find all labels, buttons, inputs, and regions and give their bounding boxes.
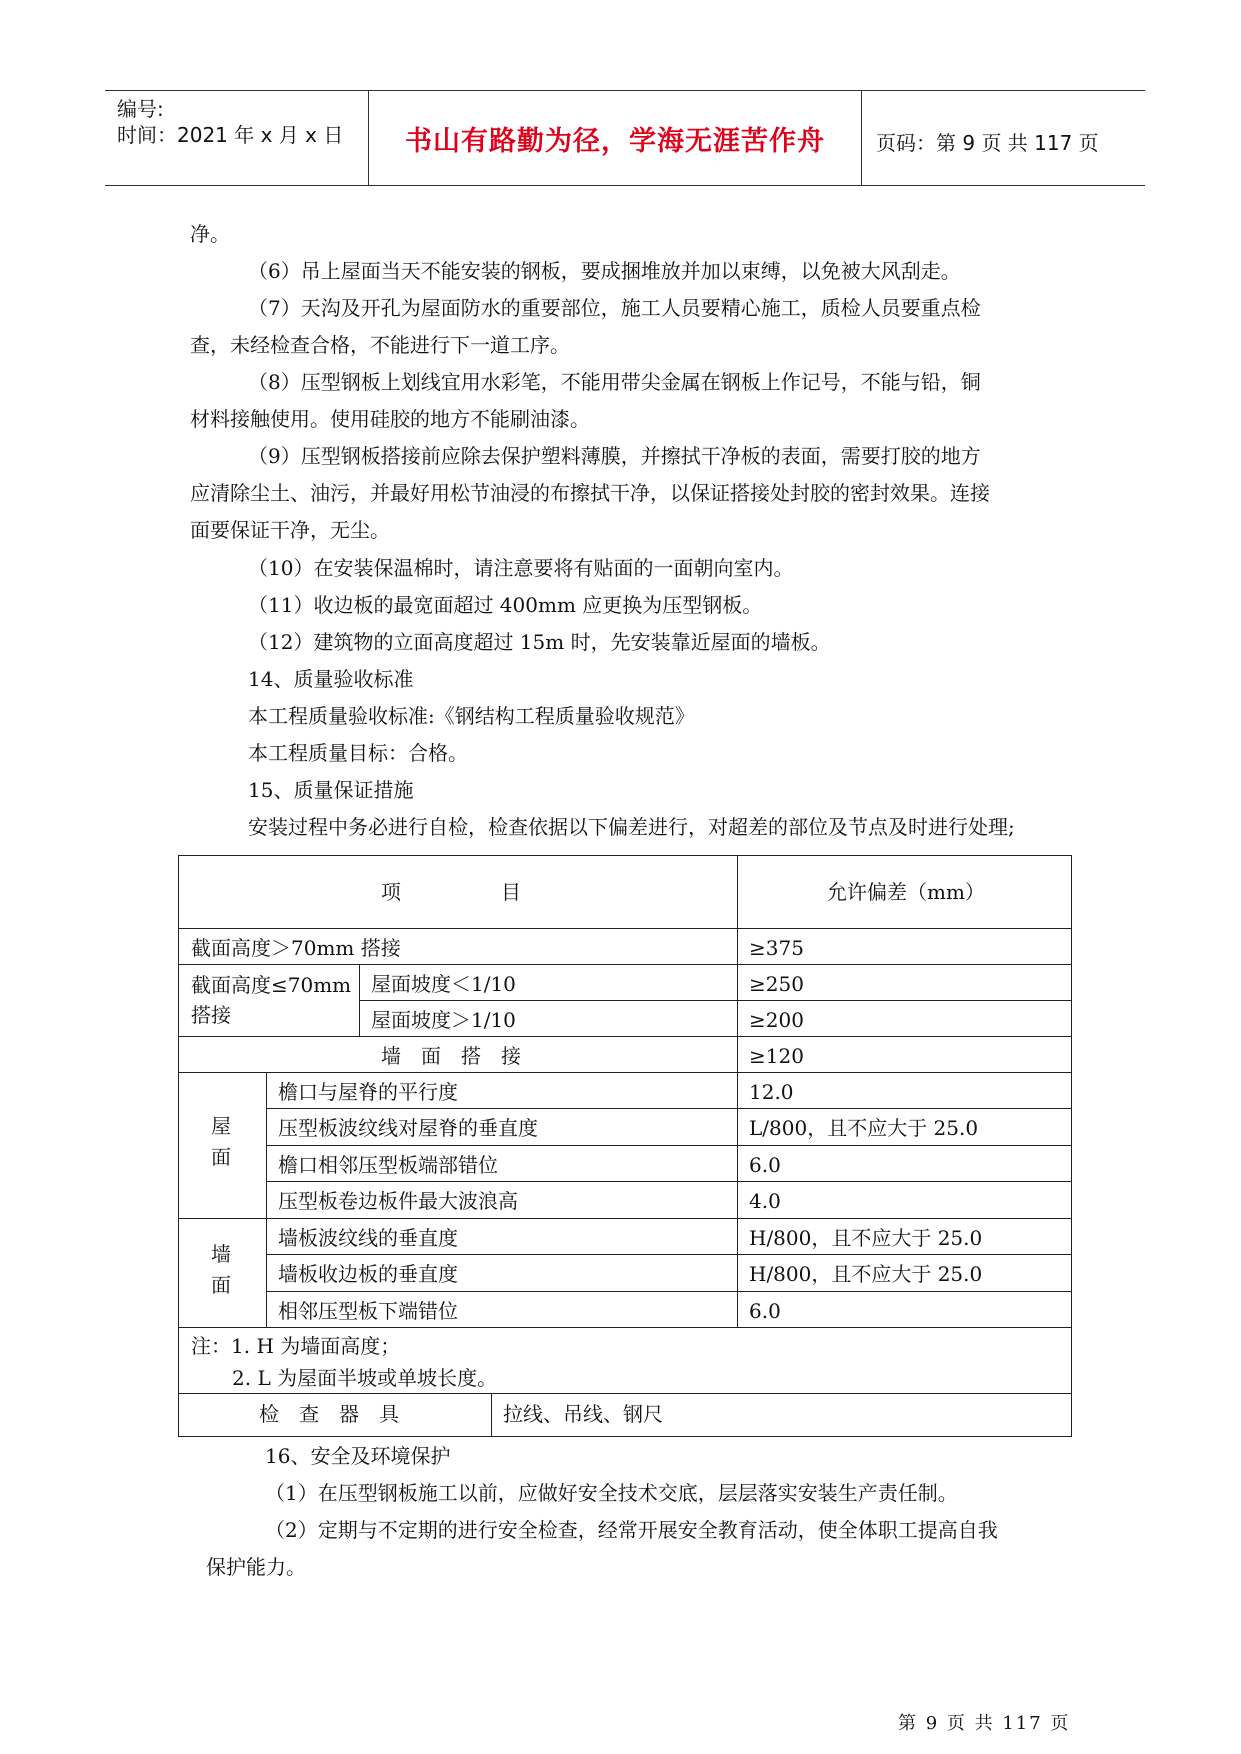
body-line: 材料接触使用。使用硅胶的地方不能刷油漆。: [190, 407, 590, 431]
table-rule: [266, 1181, 1071, 1182]
table-header-tolerance: 允许偏差（mm）: [827, 880, 985, 904]
section-heading: 16、安全及环境保护: [265, 1444, 451, 1468]
body-line: （2）定期与不定期的进行安全检查，经常开展安全教育活动，使全体职工提高自我: [265, 1518, 998, 1542]
table-rule: [179, 1036, 1071, 1037]
table-cell-tolerance: H/800，且不应大于 25.0: [749, 1226, 983, 1250]
table-header-item: 项 目: [381, 880, 521, 904]
table-cell-tolerance: 12.0: [749, 1080, 794, 1104]
table-cell-tolerance: ≥200: [749, 1008, 804, 1032]
table-cell-item: 檐口相邻压型板端部错位: [278, 1153, 498, 1177]
table-group-label: 面: [211, 1145, 231, 1169]
table-tools-label: 检 查 器 具: [259, 1402, 399, 1426]
tolerance-table: [178, 855, 1072, 1437]
body-line: （1）在压型钢板施工以前，应做好安全技术交底，层层落实安装生产责任制。: [265, 1481, 958, 1505]
body-line: 本工程质量验收标准:《钢结构工程质量验收规范》: [248, 704, 695, 728]
header-page-number: 页码：第 9 页 共 117 页: [876, 131, 1099, 155]
table-rule: [179, 928, 1071, 929]
table-cell-tolerance: ≥120: [749, 1044, 804, 1068]
document-time: 时间：2021 年 x 月 x 日: [117, 123, 344, 147]
table-rule: [359, 964, 360, 1036]
table-rule: [266, 1291, 1071, 1292]
table-rule: [179, 1072, 1071, 1073]
table-cell-item: 压型板卷边板件最大波浪高: [278, 1189, 518, 1213]
table-tools-value: 拉线、吊线、钢尺: [503, 1402, 663, 1426]
table-group-label: 墙: [211, 1242, 231, 1266]
page-header: [105, 90, 1145, 186]
table-cell-tolerance: ≥250: [749, 972, 804, 996]
table-cell-item: 檐口与屋脊的平行度: [278, 1080, 458, 1104]
body-line: （8）压型钢板上划线宜用水彩笔，不能用带尖金属在钢板上作记号，不能与铅，铜: [248, 370, 981, 394]
table-cell-tolerance: L/800，且不应大于 25.0: [749, 1116, 979, 1140]
table-cell-tolerance: ≥375: [749, 936, 804, 960]
table-rule: [491, 1393, 492, 1436]
table-rule: [179, 1393, 1071, 1394]
table-rule: [179, 1218, 1071, 1219]
document-number: 编号:: [117, 97, 164, 121]
page-footer: 第 9 页 共 117 页: [898, 1713, 1071, 1734]
body-line: 本工程质量目标：合格。: [248, 741, 468, 765]
body-line: 应清除尘土、油污，并最好用松节油浸的布擦拭干净，以保证搭接处封胶的密封效果。连接: [190, 481, 990, 505]
table-rule: [737, 856, 738, 1327]
header-center-cell: [368, 91, 862, 185]
table-cell-item: 屋面坡度＜1/10: [371, 972, 516, 996]
table-cell-item: 墙板收边板的垂直度: [278, 1262, 458, 1286]
table-rule: [359, 1000, 1071, 1001]
body-line: （12）建筑物的立面高度超过 15m 时，先安装靠近屋面的墙板。: [248, 630, 831, 654]
table-cell-item: 相邻压型板下端错位: [278, 1299, 458, 1323]
section-heading: 15、质量保证措施: [248, 778, 414, 802]
header-right-cell: [862, 91, 1145, 185]
table-cell-tolerance: 6.0: [749, 1299, 781, 1323]
body-line: 净。: [190, 222, 230, 246]
body-line: （11）收边板的最宽面超过 400mm 应更换为压型钢板。: [248, 593, 763, 617]
table-group-label: 截面高度≤70mm: [191, 973, 352, 997]
header-motto: 书山有路勤为径，学海无涯苦作舟: [405, 126, 825, 157]
section-heading: 14、质量验收标准: [248, 667, 414, 691]
table-note: 2. L 为屋面半坡或单坡长度。: [232, 1366, 498, 1390]
body-line: 面要保证干净，无尘。: [190, 518, 390, 542]
table-cell-item: 压型板波纹线对屋脊的垂直度: [278, 1116, 538, 1140]
body-line: （9）压型钢板搭接前应除去保护塑料薄膜，并擦拭干净板的表面，需要打胶的地方: [248, 444, 981, 468]
table-cell-item: 墙 面 搭 接: [381, 1044, 521, 1068]
table-rule: [179, 964, 1071, 965]
table-cell-item: 截面高度＞70mm 搭接: [191, 936, 401, 960]
table-group-label: 屋: [211, 1114, 231, 1138]
body-line: （6）吊上屋面当天不能安装的钢板，要成捆堆放并加以束缚，以免被大风刮走。: [248, 259, 961, 283]
table-cell-item: 墙板波纹线的垂直度: [278, 1226, 458, 1250]
table-rule: [266, 1145, 1071, 1146]
table-cell-tolerance: 6.0: [749, 1153, 781, 1177]
table-group-label: 面: [211, 1273, 231, 1297]
body-line: 保护能力。: [206, 1555, 306, 1579]
table-cell-tolerance: 4.0: [749, 1189, 781, 1213]
table-cell-tolerance: H/800，且不应大于 25.0: [749, 1262, 983, 1286]
body-line: 查，未经检查合格，不能进行下一道工序。: [190, 333, 570, 357]
table-group-label: 搭接: [191, 1003, 231, 1027]
body-line: （7）天沟及开孔为屋面防水的重要部位，施工人员要精心施工，质检人员要重点检: [248, 296, 981, 320]
header-left-cell: [105, 91, 368, 185]
body-line: 安装过程中务必进行自检，检查依据以下偏差进行，对超差的部位及节点及时进行处理;: [248, 815, 1015, 839]
table-rule: [266, 1254, 1071, 1255]
table-note: 注：1. H 为墙面高度；: [191, 1334, 401, 1358]
table-cell-item: 屋面坡度＞1/10: [371, 1008, 516, 1032]
table-rule: [266, 1072, 267, 1327]
table-rule: [266, 1108, 1071, 1109]
table-rule: [179, 1327, 1071, 1328]
body-line: （10）在安装保温棉时，请注意要将有贴面的一面朝向室内。: [248, 556, 794, 580]
